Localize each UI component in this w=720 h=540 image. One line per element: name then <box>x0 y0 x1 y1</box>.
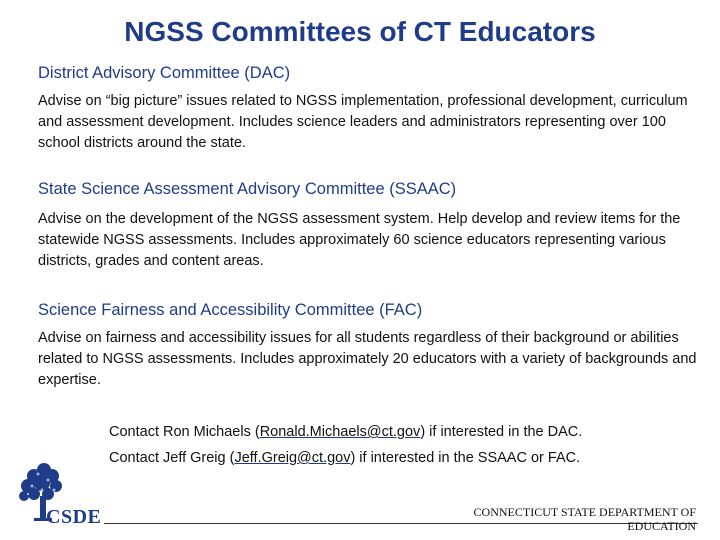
csde-logo-text: CSDE <box>46 506 102 528</box>
contact-prefix: Contact Ron Michaels ( <box>109 424 260 440</box>
section-body-ssaac: Advise on the development of the NGSS assessment system. Help develop and review items for the statewide NGSS assessments. Includes approximately 60 science educators representing various districts, grades and content areas. <box>38 211 681 269</box>
contact-suffix: ) if interested in the SSAAC or FAC. <box>350 450 581 466</box>
email-link-jeff-greig[interactable]: Jeff.Greig@ct.gov <box>234 450 351 466</box>
contact-line-ssaac-fac <box>109 450 580 466</box>
page-title: NGSS Committees of CT Educators <box>124 16 596 47</box>
section-body-dac: Advise on “big picture” issues related to NGSS implementation, professional development, curriculum and assessment development. Includes science leaders and administrators representing over 100 school districts around the state. <box>38 93 688 151</box>
section-heading-fac: Science Fairness and Accessibility Committee (FAC) <box>38 301 423 319</box>
department-name: CONNECTICUT STATE DEPARTMENT OF EDUCATION <box>473 505 696 533</box>
section-body-fac: Advise on fairness and accessibility issues for all students regardless of their background or abilities related to NGSS assessments. Includes approximately 20 educators with a variety of backgrounds and expertise. <box>38 330 697 388</box>
email-link-ron-michaels[interactable]: Ronald.Michaels@ct.gov <box>259 424 421 440</box>
contact-line-dac <box>109 424 582 440</box>
contact-prefix: Contact Jeff Greig ( <box>109 450 235 466</box>
section-heading-ssaac: State Science Assessment Advisory Committee (SSAAC) <box>38 180 457 198</box>
contact-suffix: ) if interested in the DAC. <box>420 424 583 440</box>
section-heading-dac: District Advisory Committee (DAC) <box>38 64 291 82</box>
